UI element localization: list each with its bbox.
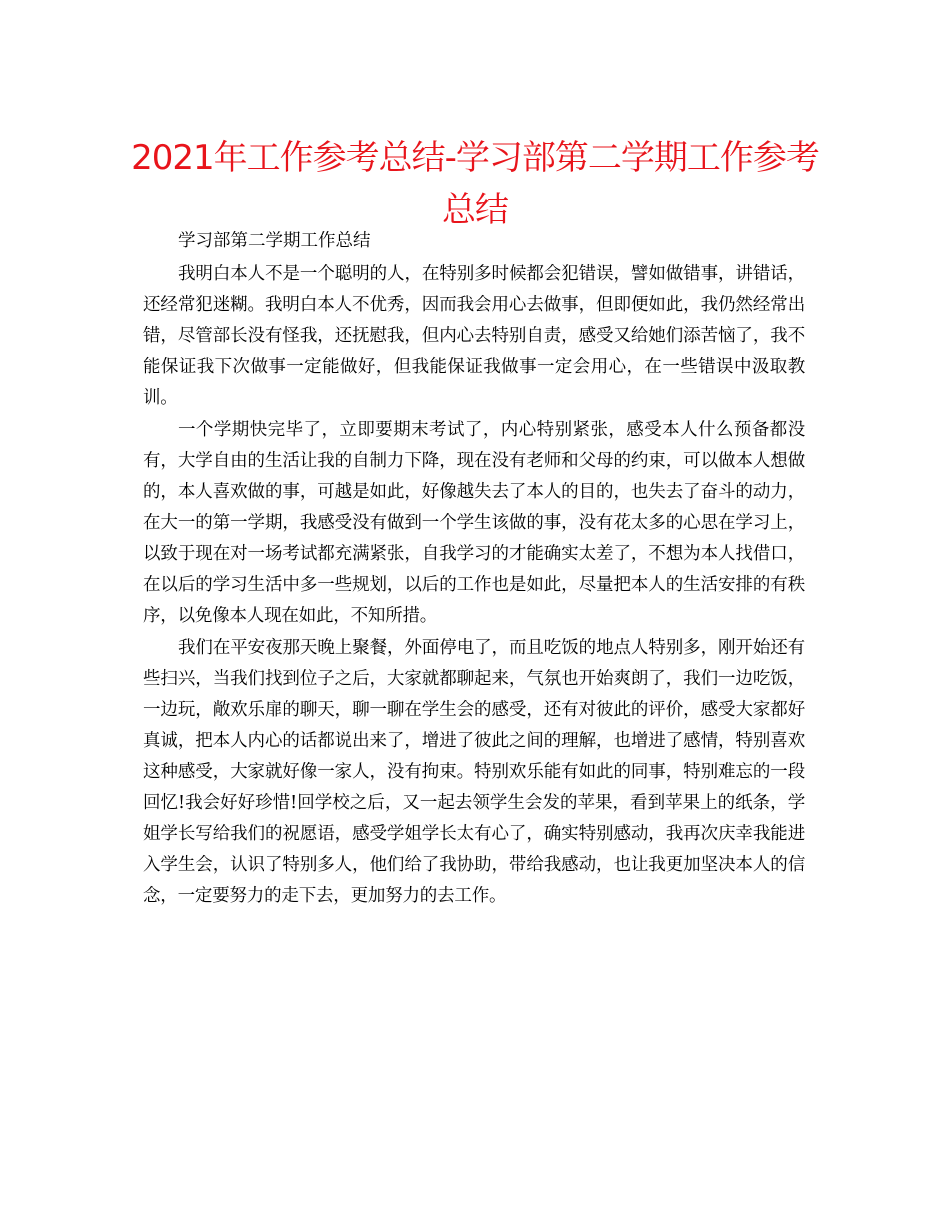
paragraph-2: 一个学期快完毕了，立即要期末考试了，内心特别紧张，感受本人什么预备都没有，大学自由的生活让我的自制力下降，现在没有老师和父母的约束，可以做本人想做的，本人喜欢做的事，可越是如此，好像越失去了本人的目的，也失去了奋斗的动力，在大一的第一学期，我感受没有做到一个学生该做的事，没有花太多的心思在学习上，以致于现在对一场考试都充满紧张，自我学习的才能确实太差了，不想为本人找借口，在以后的学习生活中多一些规划，以后的工作也是如此，尽量把本人的生活安排的有秩序，以免像本人现在如此，不知所措。 <box>143 420 805 626</box>
document-body <box>143 228 805 912</box>
paragraph-1: 我明白本人不是一个聪明的人，在特别多时候都会犯错误，譬如做错事，讲错话，还经常犯迷糊。我明白本人不优秀，因而我会用心去做事，但即便如此，我仍然经常出错，尽管部长没有怪我，还抚慰我，但内心去特别自责，感受又给她们添苦恼了，我不能保证我下次做事一定能做好，但我能保证我做事一定会用心，在一些错误中汲取教训。 <box>143 264 805 408</box>
document-subtitle: 学习部第二学期工作总结 <box>178 231 371 251</box>
paragraph-3: 我们在平安夜那天晚上聚餐，外面停电了，而且吃饭的地点人特别多，刚开始还有些扫兴，当我们找到位子之后，大家就都聊起来，气氛也开始爽朗了，我们一边吃饭，一边玩，敞欢乐扉的聊天，聊一聊在学生会的感受，还有对彼此的评价，感受大家都好真诚，把本人内心的话都说出来了，增进了彼此之间的理解，也增进了感情，特别喜欢这种感受，大家就好像一家人，没有拘束。特别欢乐能有如此的同事，特别难忘的一段回忆!我会好好珍惜!回学校之后，又一起去领学生会发的苹果，看到苹果上的纸条，学姐学长写给我们的祝愿语，感受学姐学长太有心了，确实特别感动，我再次庆幸我能进入学生会，认识了特别多人，他们给了我协助，带给我感动，也让我更加坚决本人的信念，一定要努力的走下去，更加努力的去工作。 <box>143 638 805 906</box>
document-title: 2021年工作参考总结-学习部第二学期工作参考总结 <box>131 138 819 230</box>
